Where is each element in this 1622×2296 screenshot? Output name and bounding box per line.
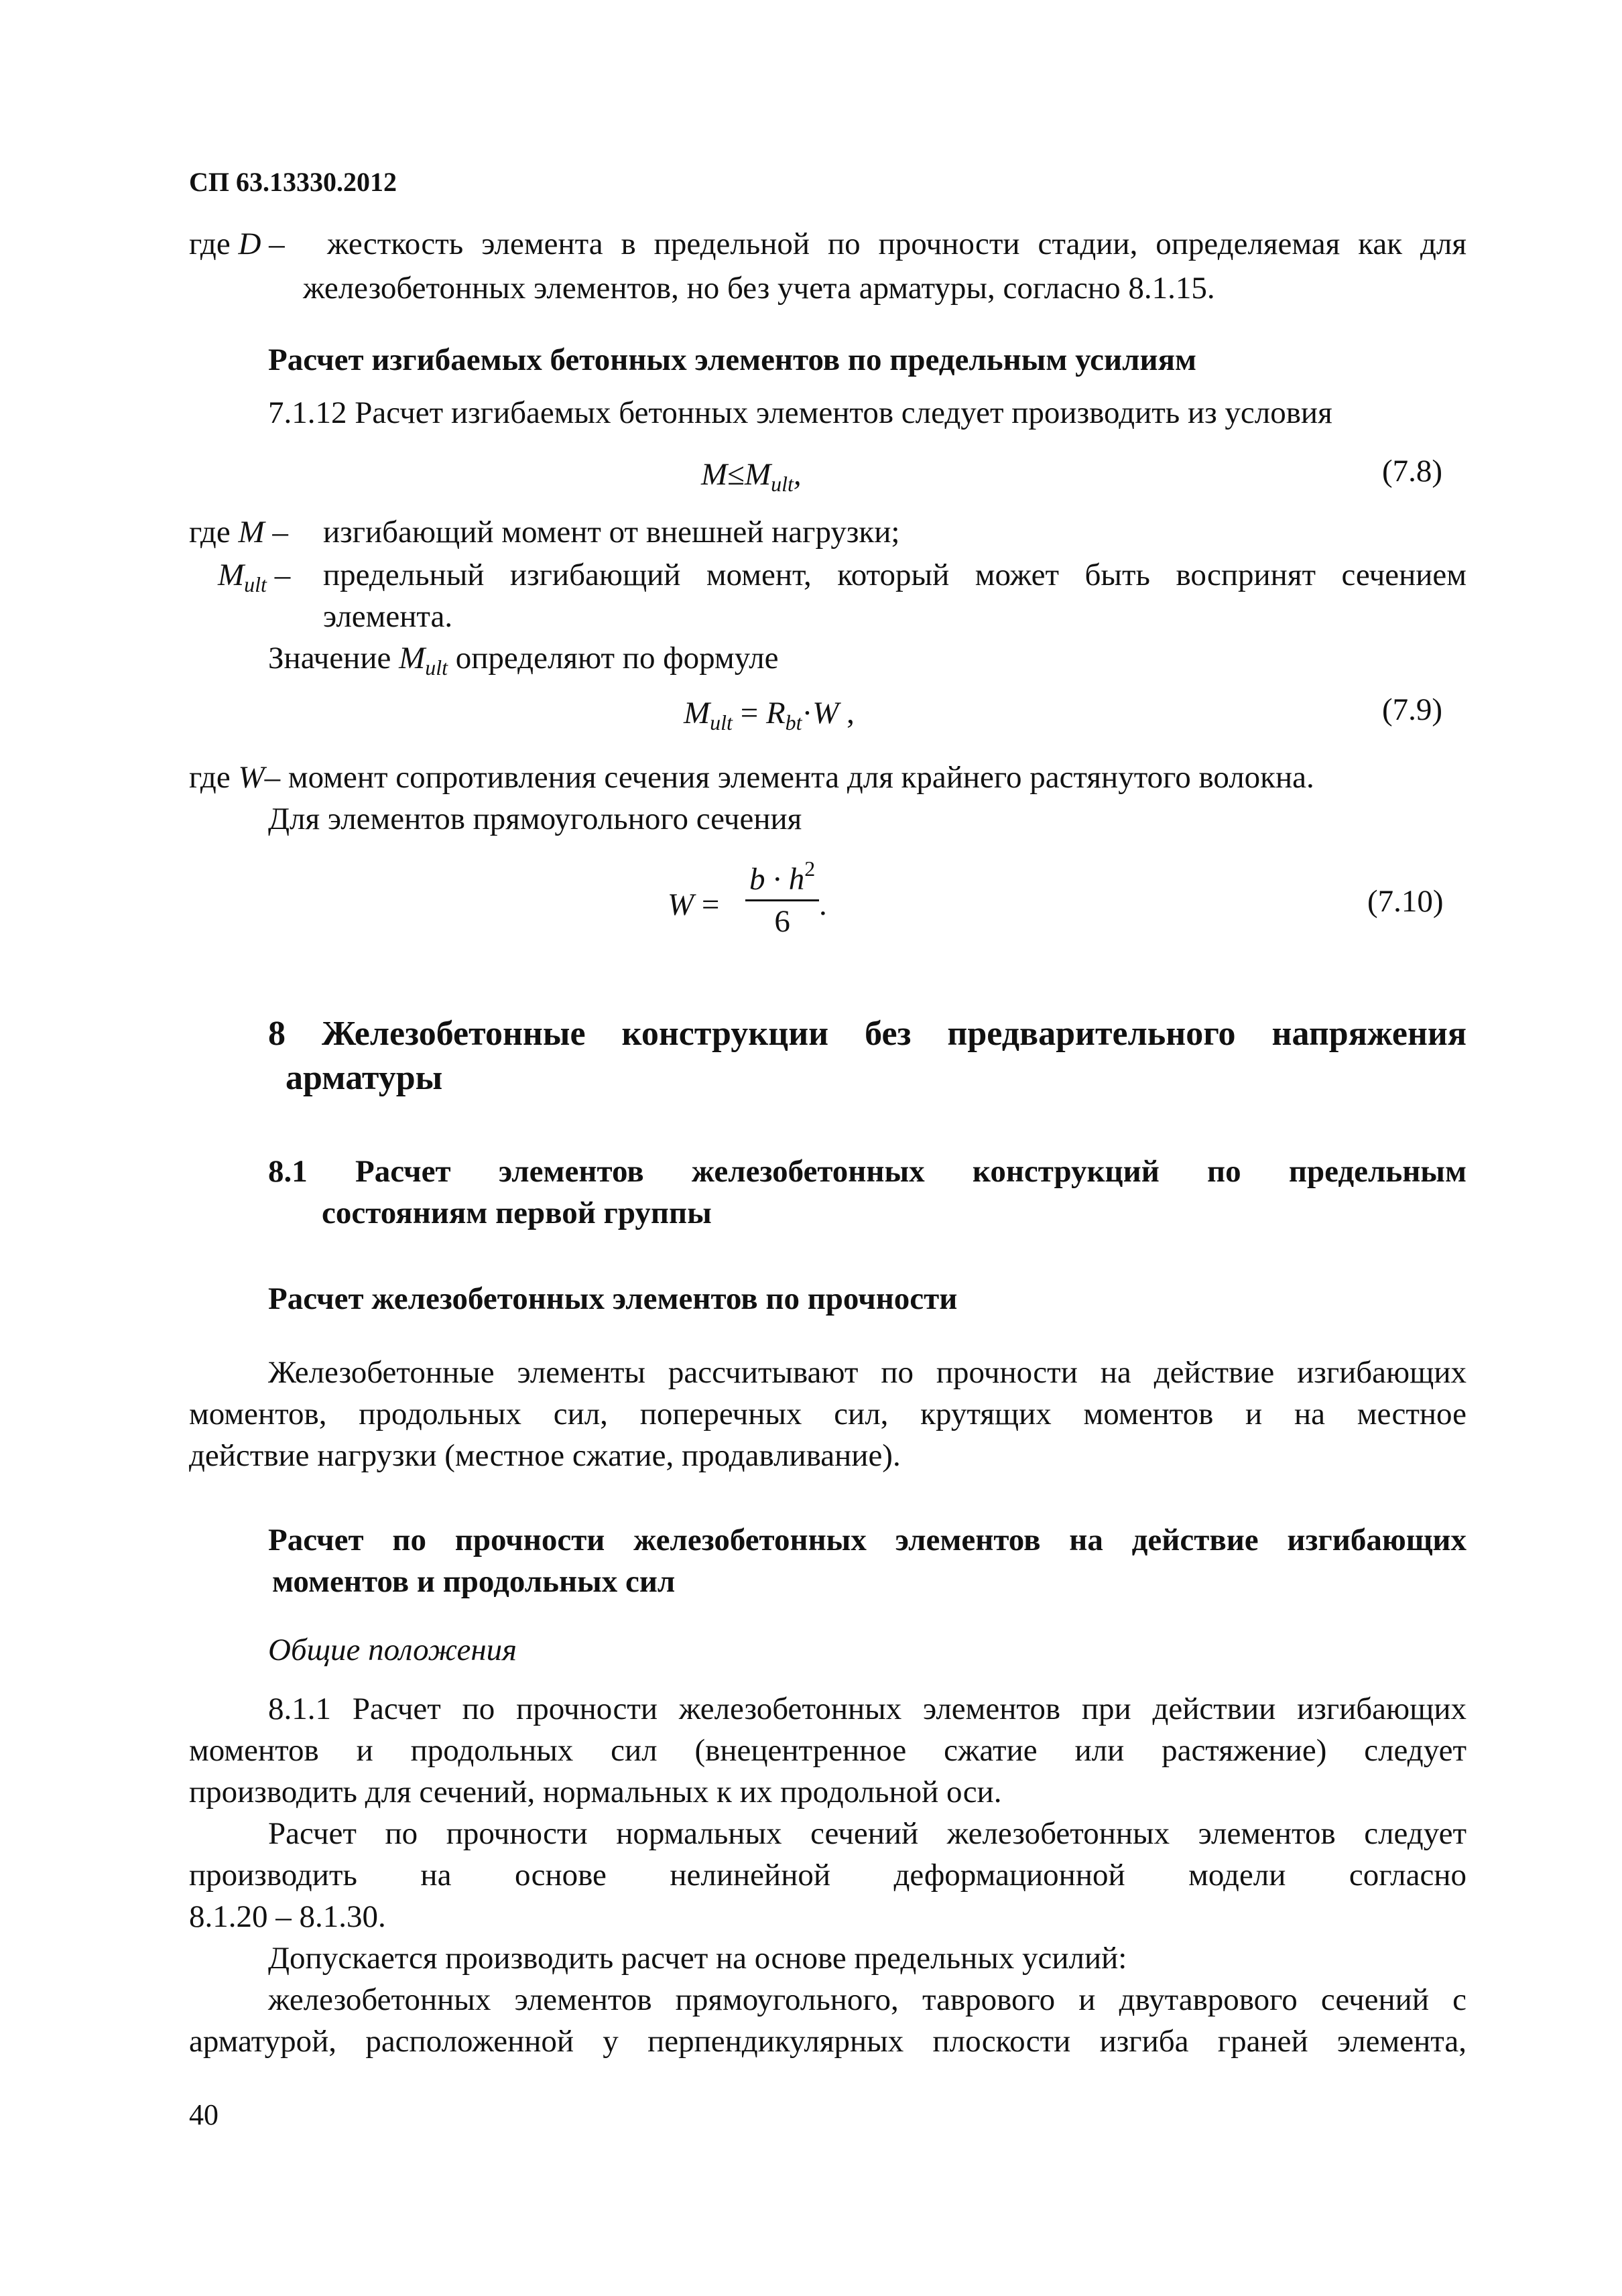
eq710-sup: 2 [804,856,816,881]
eq79-r-sub: bt [785,710,802,735]
para-normal-line-2: производить на основе нелинейной деформационной модели согласно [189,1858,1467,1893]
page-number: 40 [189,2098,219,2131]
equation-number-7-10: (7.10) [1367,884,1444,919]
eq78-op: ≤ [727,457,745,492]
heading-bending: Расчет изгибаемых бетонных элементов по предельным усилиям [268,342,1197,377]
value-word: Значение [268,641,391,676]
equation-7-10-lhs [668,883,719,926]
section-8-1-heading-line-2: состояниям первой группы [322,1196,712,1230]
section-8-heading-line-2: арматуры [286,1059,443,1097]
document-header: СП 63.13330.2012 [189,167,397,197]
eq79-lhs: M [684,696,710,730]
heading-strength: Расчет железобетонных элементов по прочности [268,1281,958,1316]
section-8-1-heading-line-1: 8.1 Расчет элементов железобетонных конструкций по предельным [268,1154,1467,1189]
eq78-lhs: M [701,457,728,492]
var-mult: M [218,558,245,592]
dash: – [274,558,291,592]
dash: – [269,227,285,261]
definition-d-text-2: железобетонных элементов, но без учета арматуры, согласно 8.1.15. [303,271,1215,306]
para-8-1-1-line-1: 8.1.1 Расчет по прочности железобетонных элементов при действии изгибающих [268,1692,1467,1726]
where-word: где [189,515,231,550]
value-line-tail: определяют по формуле [455,641,779,676]
strength-para-3: действие нагрузки (местное сжатие, продавливание). [189,1438,901,1473]
eq79-lhs-sub: ult [710,710,733,735]
equation-number-7-9: (7.9) [1382,692,1443,727]
definition-mult-text-2: элемента. [323,599,453,634]
definition-mult [218,554,290,606]
eq78-tail: , [793,457,802,492]
general-provisions: Общие положения [268,1633,517,1667]
where-word: где [189,760,231,795]
eq710-denominator: 6 [774,904,790,939]
eq79-dot: · [802,696,813,730]
eq79-r: R [765,696,786,730]
eq79-tail: , [847,696,855,730]
definition-d-text: жесткость элемента в предельной по прочности стадии, определяемая как для [327,227,1467,261]
equation-7-10-fraction [745,850,819,940]
var-w: W [238,760,265,795]
eq79-w: W [812,696,839,730]
var-d: D [238,227,261,261]
para-allowed: Допускается производить расчет на основе предельных усилий: [268,1941,1127,1976]
para-normal-line-3: 8.1.20 – 8.1.30. [189,1899,386,1934]
where-word: где [189,227,231,261]
eq710-lhs: W [668,887,694,922]
para-8-1-1-line-2: моментов и продольных сил (внецентренное сжатие или растяжение) следует [189,1733,1467,1768]
var-m: M [238,515,265,550]
para-normal-line-1: Расчет по прочности нормальных сечений железобетонных элементов следует [268,1816,1467,1851]
mult-inline-sub: ult [425,655,448,680]
rect-section-line: Для элементов прямоугольного сечения [268,802,802,836]
definition-w [189,756,1314,799]
definition-mult-text: предельный изгибающий момент, который может быть воспринят сечением [323,558,1467,592]
equation-7-8 [701,453,802,505]
eq79-eq: = [740,696,759,730]
strength-para-1: Железобетонные элементы рассчитывают по прочности на действие изгибающих [268,1355,1467,1390]
value-line [268,637,778,689]
mult-sub: ult [244,572,267,596]
strength-para-2: моментов, продольных сил, поперечных сил, крутящих моментов и на местное [189,1397,1467,1431]
definition-m-text: изгибающий момент от внешней нагрузки; [323,515,900,550]
paragraph-7-1-12: 7.1.12 Расчет изгибаемых бетонных элементов следует производить из условия [268,395,1332,430]
var-mult-inline: M [399,641,426,676]
definition-d-prefix [189,222,285,265]
eq710-numerator [745,850,819,901]
para-last-line-2: арматурой, расположенной у перпендикулярных плоскости изгиба граней элемента, [189,2024,1467,2059]
eq78-sub: ult [771,472,794,496]
definition-w-text: – момент сопротивления сечения элемента для крайнего растянутого волокна. [264,760,1314,795]
eq710-eq: = [701,887,720,922]
para-last-line-1: железобетонных элементов прямоугольного, таврового и двутаврового сечений с [268,1982,1467,2017]
para-8-1-1-line-3: производить для сечений, нормальных к их продольной оси. [189,1775,1002,1809]
eq710-tail: . [819,887,827,922]
heading-moments-line-1: Расчет по прочности железобетонных элементов на действие изгибающих [268,1523,1467,1557]
definition-m [189,511,288,554]
equation-7-9 [684,692,855,744]
eq78-rhs: M [744,457,771,492]
dash: – [272,515,288,550]
heading-moments-line-2: моментов и продольных сил [272,1564,676,1599]
equation-number-7-8: (7.8) [1382,454,1443,489]
eq710-num-text: b · h [749,862,805,897]
section-8-heading-line-1: 8 Железобетонные конструкции без предварительного напряжения [268,1015,1467,1053]
